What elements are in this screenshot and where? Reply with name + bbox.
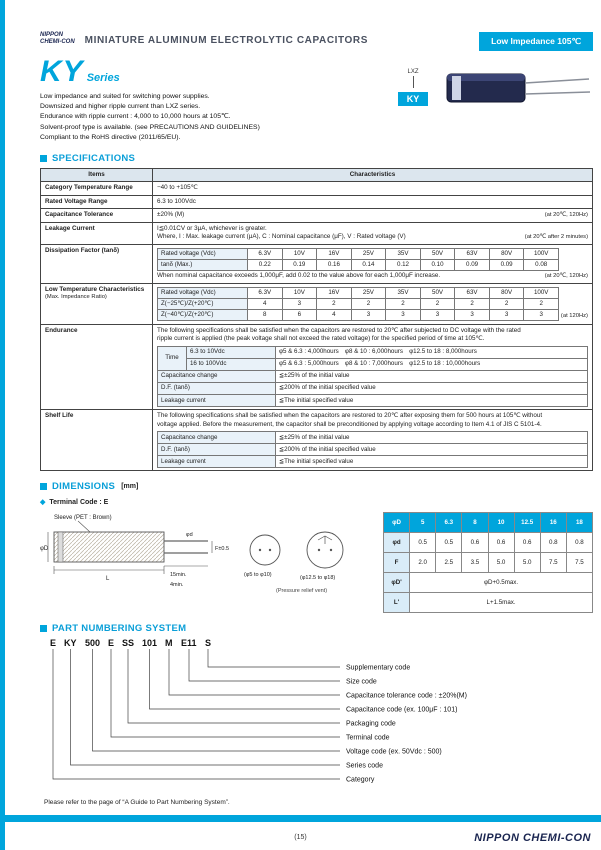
endurance-text-line2: ripple current is applied (the peak voltage shall not exceed the rated voltage) for the specified period of time at 105℃. (157, 335, 485, 343)
body-diameter-label: φD (40, 546, 49, 553)
df-voltage-table (157, 248, 559, 271)
specifications-heading-label: SPECIFICATIONS (52, 152, 136, 164)
voltage-col: 100V (524, 287, 559, 298)
terminal-code-label: Terminal Code : E (49, 499, 109, 507)
spec-value (153, 209, 593, 223)
criterion-label: Capacitance change (158, 432, 276, 444)
spec-row-cap-tolerance (41, 209, 593, 223)
lead-spacing-label: F±0.5 (215, 546, 230, 553)
pn-label: Series code (346, 762, 383, 770)
spec-value: −40 to +105℃ (153, 182, 593, 196)
specifications-section-heading (40, 153, 593, 164)
leakage-condition: (at 20℃ after 2 minutes) (524, 234, 588, 241)
ltc-value: 4 (248, 298, 283, 309)
shelf-criteria-table (157, 431, 588, 468)
dim-row-label: F (384, 553, 410, 573)
endurance-criteria-table (157, 346, 588, 407)
df-value: 0.19 (282, 260, 317, 271)
ltc-label: Low Temperature Characteristics (45, 285, 145, 293)
feature-item: Compliant to the RoHS directive (2011/65/EU). (40, 133, 181, 141)
series-intro-row (40, 57, 593, 143)
df-row-label: tanδ (Max.) (158, 260, 248, 271)
specifications-table (40, 168, 593, 471)
dim-cell: 0.8 (540, 533, 566, 553)
criterion-value: ≦200% of the initial specified value (276, 444, 588, 456)
pn-segment: E (50, 638, 57, 649)
dimensions-heading-label: DIMENSIONS (52, 481, 116, 493)
part-numbering-diagram (40, 634, 593, 792)
ltc-value: 2 (351, 298, 386, 309)
voltage-col: 10V (282, 248, 317, 259)
pn-segment: SS (122, 638, 135, 649)
page-left-accent-bar (0, 0, 5, 850)
ltc-value: 4 (317, 309, 352, 320)
feature-item: Downsized and higher ripple current than LXZ series. (40, 103, 201, 111)
spec-value (153, 410, 593, 471)
endurance-range: 6.3 to 10Vdc (186, 346, 275, 358)
criterion-value: ≦The initial specified value (276, 395, 588, 407)
df-value: 0.09 (489, 260, 524, 271)
voltage-col: 6.3V (248, 248, 283, 259)
spec-value (153, 283, 593, 324)
dim-header-cell: 16 (540, 513, 566, 533)
spec-label: Rated Voltage Range (41, 195, 153, 209)
voltage-col: 35V (386, 287, 421, 298)
dim-row-phid (384, 533, 593, 553)
df-note: When nominal capacitance exceeds 1,000μF, add 0.02 to the value above for each 1,000μF increase. (157, 272, 441, 280)
spec-value (153, 222, 593, 244)
dim-cell: 0.5 (436, 533, 462, 553)
dim-cell-span: φD+0.5max. (410, 573, 593, 593)
feature-item: Endurance with ripple current : 4,000 to 10,000 hours at 105℃. (40, 113, 231, 121)
voltage-col: 6.3V (248, 287, 283, 298)
dim-cell: 0.5 (410, 533, 436, 553)
dim-cell: 0.6 (488, 533, 514, 553)
ltc-value: 3 (420, 309, 455, 320)
dim-cell: 0.8 (566, 533, 592, 553)
spec-row-leakage (41, 222, 593, 244)
voltage-col: 25V (351, 287, 386, 298)
series-name: KY (40, 55, 84, 88)
df-value: 0.22 (248, 260, 283, 271)
dim-cell: 0.6 (462, 533, 488, 553)
ltc-row1-label: Z(−25℃)/Z(+20℃) (158, 298, 248, 309)
lineage-parent-series: LXZ (407, 69, 419, 75)
capacitor-photo (443, 57, 593, 143)
lineage-current-series-box: KY (398, 92, 429, 106)
spec-label: Shelf Life (41, 410, 153, 471)
leakage-formula: I≦0.01CV or 3μA, whichever is greater. (157, 224, 267, 232)
ltc-value: 3 (386, 309, 421, 320)
criterion-value: ≦±25% of the initial value (276, 432, 588, 444)
endurance-time-label: Time (158, 346, 187, 370)
dimension-table-header (384, 513, 593, 533)
pn-segment: M (165, 638, 173, 649)
ltc-value: 2 (489, 298, 524, 309)
page-number: (15) (294, 834, 307, 841)
leakage-where-clause: Where, I : Max. leakage current (μA), C : Nominal capacitance (μF), V : Rated voltage (V) (157, 233, 406, 241)
series-column (40, 57, 383, 143)
dim-cell: 3.5 (462, 553, 488, 573)
voltage-col: 63V (455, 248, 490, 259)
voltage-col: 50V (420, 287, 455, 298)
df-value: 0.14 (351, 260, 386, 271)
df-value: 0.10 (420, 260, 455, 271)
dim-cell: 5.0 (514, 553, 540, 573)
ltc-value: 8 (248, 309, 283, 320)
criterion-label: Capacitance change (158, 370, 276, 382)
voltage-col: 10V (282, 287, 317, 298)
voltage-col: 35V (386, 248, 421, 259)
spec-row-category-temp (41, 182, 593, 196)
spec-label: Endurance (41, 324, 153, 409)
endurance-hours: φ5 & 6.3 : 4,000hours φ8 & 10 : 6,000hours φ12.5 to 18 : 8,000hours (276, 346, 588, 358)
voltage-col: 50V (420, 248, 455, 259)
spec-label: Category Temperature Range (41, 182, 153, 196)
series-suffix: Series (86, 72, 120, 84)
series-lineage-diagram (383, 57, 443, 143)
series-name-line (40, 57, 383, 87)
ltc-value: 3 (282, 298, 317, 309)
criterion-value: ≦200% of the initial specified value (276, 382, 588, 394)
criterion-label: Leakage current (158, 395, 276, 407)
ltc-value: 2 (317, 298, 352, 309)
footer-accent-bar (5, 815, 601, 822)
lead-diameter-label: φd (186, 532, 193, 539)
lineage-connector-line (413, 76, 414, 88)
lead-straight-min-label: 4min. (170, 582, 184, 589)
dim-row-f (384, 553, 593, 573)
dim-cell: 7.5 (540, 553, 566, 573)
terminal-code-line (40, 498, 593, 506)
dim-cell-span: L+1.5max. (410, 593, 593, 613)
pn-label: Size code (346, 678, 377, 686)
endurance-text-line1: The following specifications shall be satisfied when the capacitors are restored to 20℃ after subjected to DC voltage with the rated (157, 326, 521, 334)
page-title: MINIATURE ALUMINUM ELECTROLYTIC CAPACITORS (84, 35, 369, 46)
brand-line1: NIPPON (40, 32, 64, 38)
section-bullet-icon (40, 155, 47, 162)
spec-row-low-temp (41, 283, 593, 324)
pn-label: Capacitance code (ex. 100μF : 101) (346, 706, 458, 714)
spec-header-characteristics: Characteristics (153, 168, 593, 182)
dim-header-cell: 8 (462, 513, 488, 533)
pn-label: Packaging code (346, 720, 396, 728)
feature-list (40, 92, 383, 143)
ltc-sublabel: (Max. Impedance Ratio) (45, 294, 107, 301)
ltc-value: 6 (282, 309, 317, 320)
ltc-value: 2 (386, 298, 421, 309)
dim-cell: 7.5 (566, 553, 592, 573)
section-bullet-icon (40, 483, 47, 490)
voltage-col: 80V (489, 248, 524, 259)
part-numbering-note: Please refer to the page of “A Guide to Part Numbering System”. (44, 799, 230, 807)
ltc-condition: (at 120Hz) (560, 312, 588, 319)
brand-line2: CHEMI-CON (40, 38, 75, 45)
dim-header-cell: 12.5 (514, 513, 540, 533)
pn-segment: E11 (181, 638, 197, 649)
footer-brand-logo: NIPPON CHEMI-CON (474, 832, 591, 844)
voltage-col: 25V (351, 248, 386, 259)
spec-value (153, 324, 593, 409)
pn-segment: KY (64, 638, 77, 649)
voltage-col: 100V (524, 248, 559, 259)
dim-row-label: L' (384, 593, 410, 613)
dim-header-cell: 10 (488, 513, 514, 533)
dim-cell: 2.0 (410, 553, 436, 573)
df-value: 0.09 (455, 260, 490, 271)
dimensions-row (40, 510, 593, 613)
spec-value (153, 244, 593, 283)
dim-row-label: φd (384, 533, 410, 553)
df-condition: (at 20℃, 120Hz) (544, 272, 588, 279)
df-value: 0.08 (524, 260, 559, 271)
ltc-value: 2 (524, 298, 559, 309)
pn-label: Terminal code (346, 734, 390, 742)
endurance-range: 16 to 100Vdc (186, 358, 275, 370)
cap-tolerance-condition: (at 20℃, 120Hz) (544, 212, 588, 219)
shelf-text-line1: The following specifications shall be satisfied when the capacitors are restored to 20℃ after exposing them for 500 hours at 105℃ without (157, 412, 543, 420)
spec-label: Leakage Current (41, 222, 153, 244)
criterion-label: Leakage current (158, 456, 276, 468)
pn-segment: E (108, 638, 115, 649)
ltc-value: 3 (351, 309, 386, 320)
df-voltage-header: Rated voltage (Vdc) (158, 248, 248, 259)
part-numbering-section-heading (40, 623, 593, 634)
dim-header-cell: 6.3 (436, 513, 462, 533)
sleeve-label: Sleeve (PET : Brown) (54, 515, 112, 522)
spec-row-endurance (41, 324, 593, 409)
spec-header-items: Items (41, 168, 153, 182)
pn-segment: S (205, 638, 212, 649)
diamond-bullet-icon: ◆ (40, 499, 46, 507)
dim-cell: 2.5 (436, 553, 462, 573)
spec-label: Capacitance Tolerance (41, 209, 153, 223)
dim-header-cell: 18 (566, 513, 592, 533)
dim-header-cell: φD (384, 513, 410, 533)
criterion-label: D.F. (tanδ) (158, 382, 276, 394)
part-numbering-heading-label: PART NUMBERING SYSTEM (52, 623, 187, 635)
dimension-drawing (40, 510, 375, 613)
feature-item: Low impedance and suited for switching power supplies. (40, 93, 210, 100)
feature-item: Solvent-proof type is available. (see PRECAUTIONS AND GUIDELINES) (40, 123, 260, 131)
capacitor-dimension-diagram (40, 510, 370, 608)
criterion-label: D.F. (tanδ) (158, 444, 276, 456)
spec-row-rated-voltage (41, 195, 593, 209)
ltc-value: 3 (455, 309, 490, 320)
shelf-text-line2: voltage applied. Before the measurement, the capacitor shall be preconditioned by applying voltage according to Item 4.1 of JIS C 5101-4. (157, 420, 542, 428)
pn-segment: 101 (142, 638, 158, 649)
criterion-value: ≦±25% of the initial value (276, 370, 588, 382)
vent-note: (Pressure relief vent) (276, 588, 328, 595)
df-value: 0.16 (317, 260, 352, 271)
voltage-col: 80V (489, 287, 524, 298)
dimensions-section-heading (40, 481, 593, 492)
df-value: 0.12 (386, 260, 421, 271)
pn-segment: 500 (85, 638, 101, 649)
dim-row-label: φD' (384, 573, 410, 593)
ltc-voltage-header: Rated voltage (Vdc) (158, 287, 248, 298)
criterion-value: ≦The initial specified value (276, 456, 588, 468)
brand-logo (40, 32, 75, 46)
page-header (40, 32, 593, 51)
spec-header-row (41, 168, 593, 182)
pn-label: Category (346, 776, 375, 784)
voltage-col: 16V (317, 287, 352, 298)
spec-label: Dissipation Factor (tanδ) (41, 244, 153, 283)
dimensions-unit: [mm] (121, 483, 139, 491)
large-size-caption: (φ12.5 to φ18) (300, 575, 336, 582)
spec-row-dissipation-factor (41, 244, 593, 283)
dim-row-L2 (384, 593, 593, 613)
dim-row-phiD2 (384, 573, 593, 593)
pn-label: Capacitance tolerance code : ±20%(M) (346, 692, 467, 700)
cap-tolerance-value: ±20% (M) (157, 211, 185, 219)
pn-label: Supplementary code (346, 664, 411, 672)
dim-cell: 0.6 (514, 533, 540, 553)
endurance-hours: φ5 & 6.3 : 5,000hours φ8 & 10 : 7,000hours φ12.5 to 18 : 10,000hours (276, 358, 588, 370)
spec-value: 6.3 to 100Vdc (153, 195, 593, 209)
lead-length-min-label: 15min. (170, 572, 187, 579)
voltage-col: 16V (317, 248, 352, 259)
dimension-table (383, 512, 593, 613)
ltc-value: 3 (524, 309, 559, 320)
ltc-row2-label: Z(−40℃)/Z(+20℃) (158, 309, 248, 320)
voltage-col: 63V (455, 287, 490, 298)
ltc-value: 2 (420, 298, 455, 309)
spec-label (41, 283, 153, 324)
ltc-value: 3 (489, 309, 524, 320)
capacitor-photo-illustration (443, 63, 593, 115)
pn-label: Voltage code (ex. 50Vdc : 500) (346, 748, 442, 756)
dim-header-cell: 5 (410, 513, 436, 533)
spec-row-shelf-life (41, 410, 593, 471)
ltc-value: 2 (455, 298, 490, 309)
page-content (40, 32, 593, 806)
section-bullet-icon (40, 625, 47, 632)
low-impedance-badge: Low Impedance 105℃ (479, 32, 593, 51)
small-size-caption: (φ5 to φ10) (244, 572, 272, 579)
body-length-label: L (106, 576, 110, 583)
dim-cell: 5.0 (488, 553, 514, 573)
ltc-voltage-table (157, 287, 559, 321)
